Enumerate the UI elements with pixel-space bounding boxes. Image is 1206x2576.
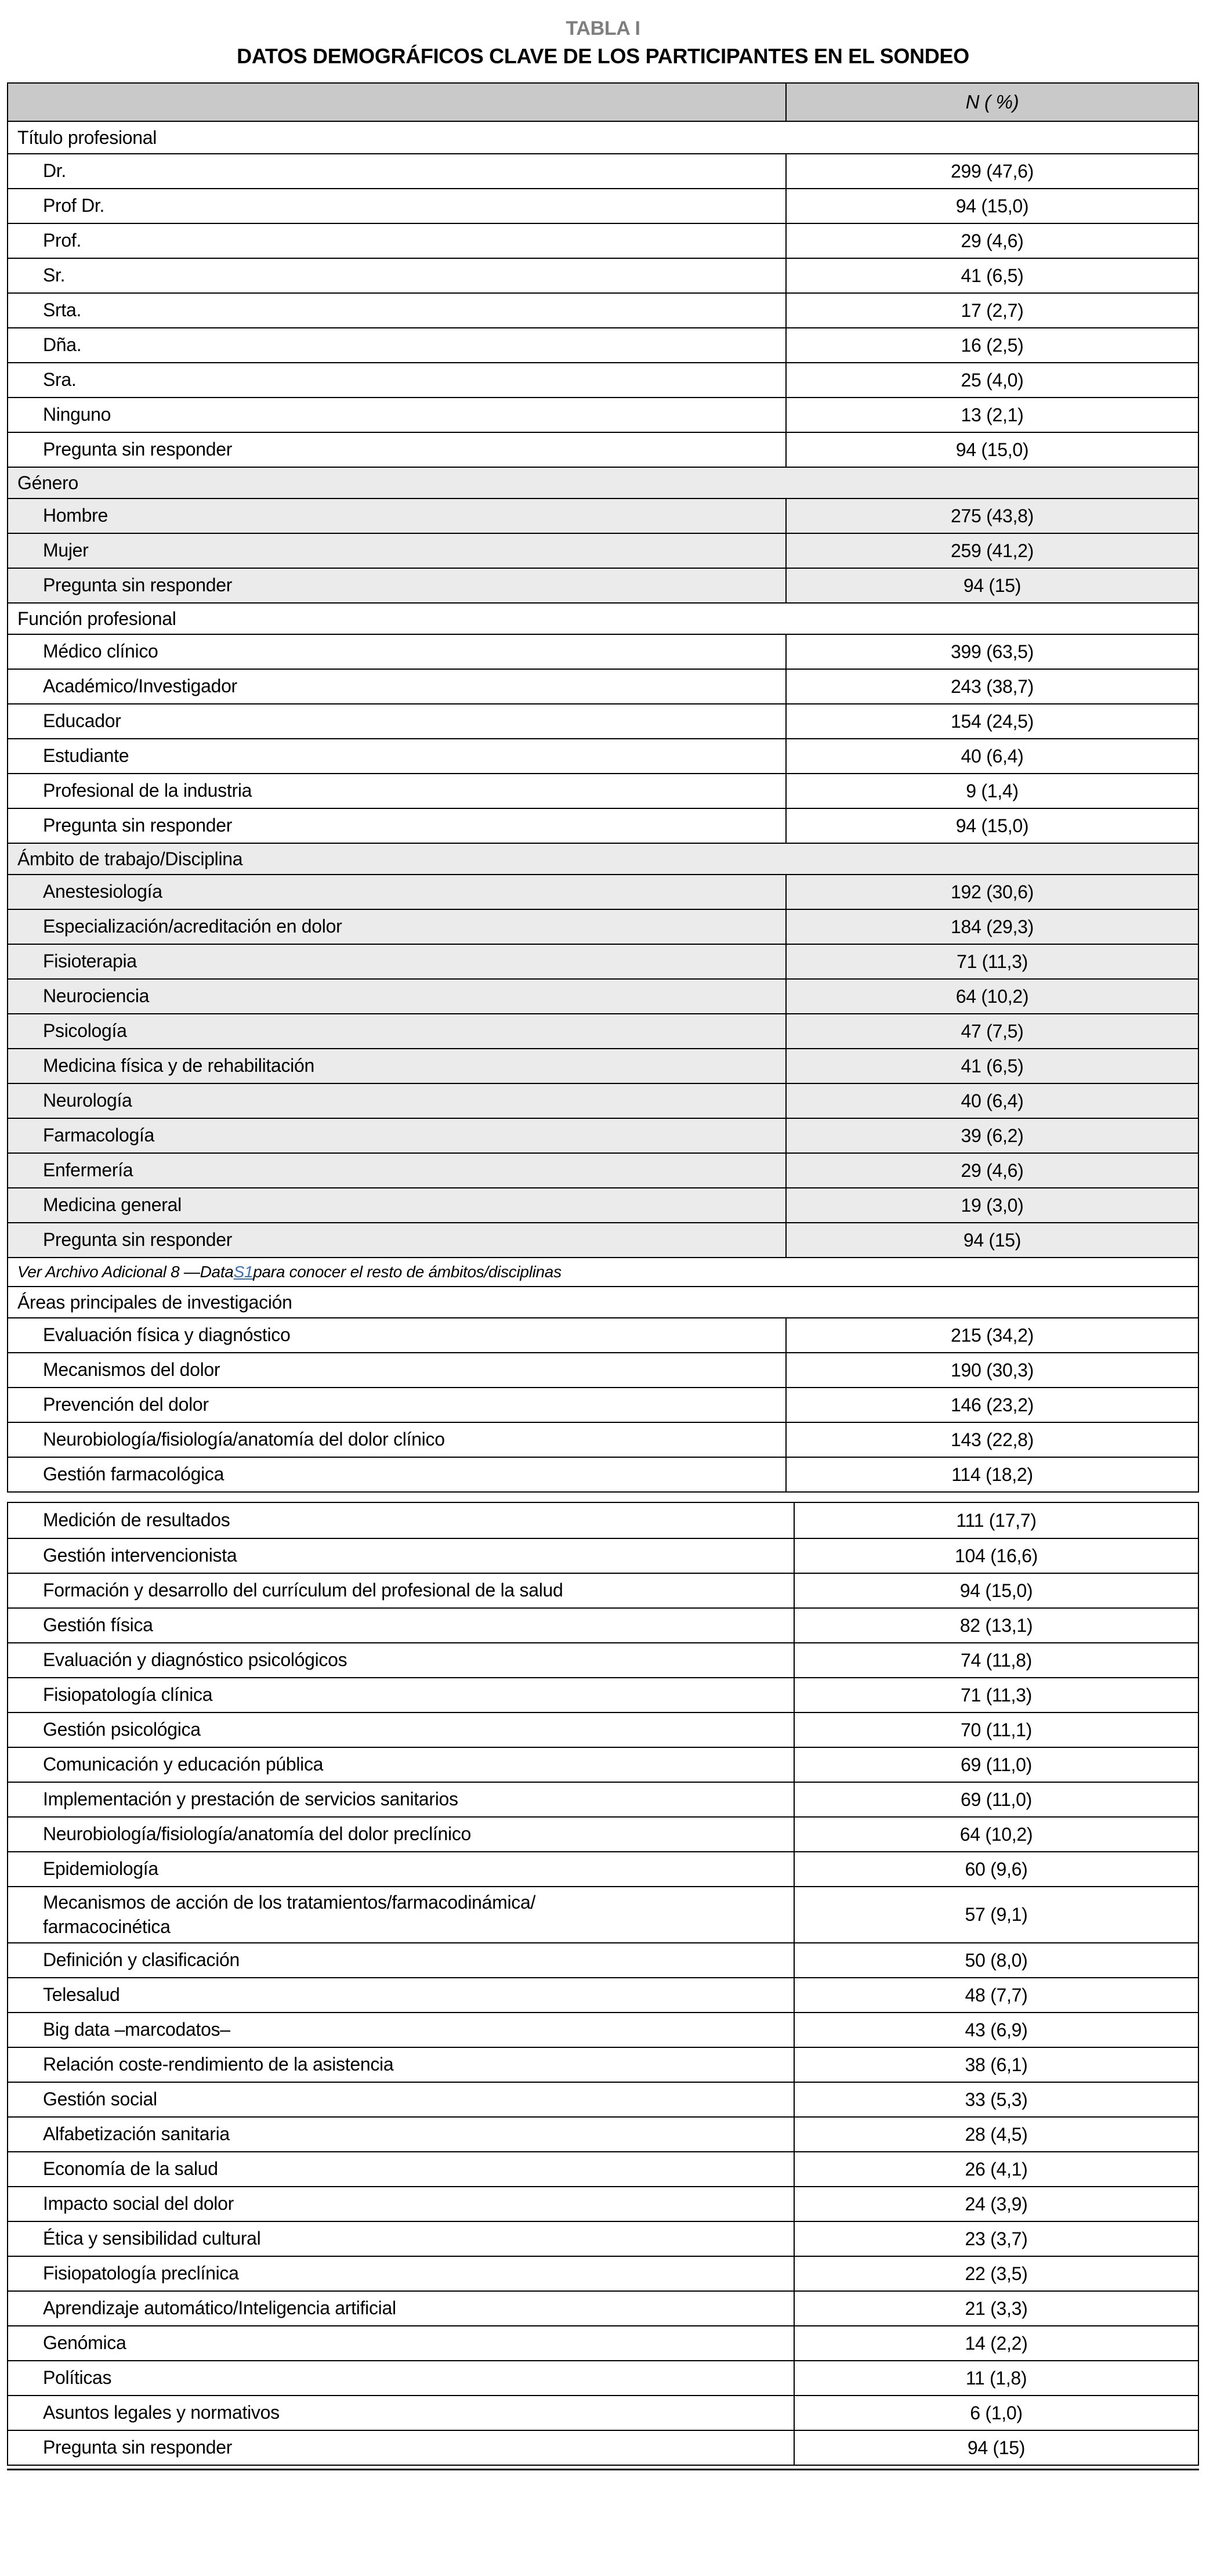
row-value: 26 (4,1)	[794, 2152, 1198, 2186]
table-row	[8, 773, 1198, 808]
row-value: 154 (24,5)	[785, 704, 1198, 738]
row-value: 40 (6,4)	[785, 1084, 1198, 1118]
table-row	[8, 2430, 1198, 2465]
table-row	[8, 944, 1198, 978]
demographics-table-lower	[7, 1502, 1199, 2466]
row-label: Fisioterapia	[43, 951, 137, 972]
table-row	[8, 738, 1198, 773]
table-row	[8, 1222, 1198, 1257]
row-label: Mecanismos de acción de los tratamientos/​farmacodinámica/​farmacocinética	[43, 1892, 536, 1937]
table-row	[8, 1503, 1198, 1538]
row-label: Gestión farmacológica	[43, 1464, 224, 1485]
value-column-header: N ( %)	[785, 84, 1198, 121]
row-label: Comunicación y educación pública	[43, 1754, 324, 1775]
table-row	[8, 1851, 1198, 1886]
row-value: 57 (9,1)	[794, 1887, 1198, 1942]
row-label: Gestión física	[43, 1614, 153, 1636]
table-row	[8, 2360, 1198, 2395]
row-value: 64 (10,2)	[794, 1818, 1198, 1851]
row-label: Fisiopatología preclínica	[43, 2263, 239, 2284]
row-value: 70 (11,1)	[794, 1713, 1198, 1747]
table-row	[8, 2082, 1198, 2116]
row-label: Prof Dr.	[43, 195, 105, 216]
table-row	[8, 1457, 1198, 1491]
row-value: 39 (6,2)	[785, 1119, 1198, 1152]
table-row	[8, 2325, 1198, 2360]
row-label: Economía de la salud	[43, 2158, 218, 2180]
row-value: 40 (6,4)	[785, 739, 1198, 773]
table-row	[8, 2395, 1198, 2430]
row-label: Educador	[43, 710, 121, 732]
row-value: 50 (8,0)	[794, 1943, 1198, 1977]
row-label: Prevención del dolor	[43, 1394, 209, 1415]
row-value: 33 (5,3)	[794, 2083, 1198, 2116]
row-label: Evaluación y diagnóstico psicológicos	[43, 1649, 347, 1671]
row-value: 74 (11,8)	[794, 1643, 1198, 1677]
row-value: 29 (4,6)	[785, 1154, 1198, 1187]
table-row	[8, 1573, 1198, 1607]
row-label: Impacto social del dolor	[43, 2193, 234, 2214]
row-label: Relación coste-rendimiento de la asistencia	[43, 2054, 394, 2075]
row-value: 94 (15)	[785, 569, 1198, 602]
row-value: 94 (15,0)	[785, 433, 1198, 467]
row-label: Estudiante	[43, 745, 129, 767]
table-row	[8, 292, 1198, 327]
table-row	[8, 2012, 1198, 2047]
row-label: Alfabetización sanitaria	[43, 2123, 230, 2145]
row-value: 94 (15,0)	[794, 1574, 1198, 1607]
table-row	[8, 397, 1198, 432]
row-label: Medición de resultados	[43, 1509, 230, 1531]
row-value: 94 (15)	[794, 2431, 1198, 2465]
table-bottom-rule	[7, 2469, 1199, 2470]
row-value: 82 (13,1)	[794, 1609, 1198, 1642]
row-label: Asuntos legales y normativos	[43, 2402, 280, 2423]
table-row	[8, 432, 1198, 467]
row-label: Genómica	[43, 2332, 126, 2354]
row-label: Formación y desarrollo del currículum del profesional de la salud	[43, 1580, 563, 1601]
row-value: 13 (2,1)	[785, 398, 1198, 432]
column-header-row	[8, 84, 1198, 122]
row-label: Ninguno	[43, 404, 111, 425]
row-value: 22 (3,5)	[794, 2257, 1198, 2290]
row-value: 23 (3,7)	[794, 2222, 1198, 2256]
row-value: 25 (4,0)	[785, 363, 1198, 397]
table-row	[8, 2151, 1198, 2186]
row-label: Psicología	[43, 1020, 127, 1042]
row-value: 111 (17,7)	[794, 1503, 1198, 1538]
row-value: 94 (15,0)	[785, 189, 1198, 223]
table-row	[8, 1152, 1198, 1187]
row-value: 399 (63,5)	[785, 635, 1198, 669]
table-row	[8, 1677, 1198, 1712]
row-label: Srta.	[43, 299, 82, 321]
row-value: 71 (11,3)	[794, 1678, 1198, 1712]
row-value: 28 (4,5)	[794, 2118, 1198, 2151]
table-row	[8, 909, 1198, 944]
table-row	[8, 1712, 1198, 1747]
row-label: Pregunta sin responder	[43, 2437, 233, 2458]
row-label: Enfermería	[43, 1159, 133, 1181]
row-label: Evaluación física y diagnóstico	[43, 1324, 291, 1346]
row-label: Gestión intervencionista	[43, 1545, 237, 1566]
row-label: Epidemiología	[43, 1858, 158, 1880]
section-header-row: Áreas principales de investigación	[8, 1286, 1198, 1317]
row-label: Neurobiología/​fisiología/​anatomía del dolor clínico	[43, 1429, 445, 1450]
row-label: Pregunta sin responder	[43, 1229, 233, 1251]
row-value: 21 (3,3)	[794, 2292, 1198, 2325]
row-label: Hombre	[43, 505, 108, 526]
row-value: 38 (6,1)	[794, 2048, 1198, 2082]
row-value: 48 (7,7)	[794, 1978, 1198, 2012]
table-row	[8, 1317, 1198, 1352]
row-value: 11 (1,8)	[794, 2361, 1198, 2395]
row-label: Dña.	[43, 334, 82, 356]
note-text-post: para conocer el resto de ámbitos/disciplinas	[253, 1263, 562, 1281]
page-title: TABLA I	[566, 17, 640, 39]
table-row	[8, 669, 1198, 703]
row-label: Ética y sensibilidad cultural	[43, 2228, 261, 2249]
note-text-pre: Ver Archivo Adicional 8 —Data	[17, 1263, 234, 1281]
row-value: 16 (2,5)	[785, 328, 1198, 362]
row-value: 41 (6,5)	[785, 1049, 1198, 1083]
table-row	[8, 1187, 1198, 1222]
row-value: 94 (15,0)	[785, 809, 1198, 843]
section-header-row: Género	[8, 467, 1198, 498]
table-row	[8, 1013, 1198, 1048]
row-value: 17 (2,7)	[785, 294, 1198, 327]
title-block	[0, 0, 1206, 71]
row-value: 60 (9,6)	[794, 1852, 1198, 1886]
row-label: Gestión psicológica	[43, 1719, 201, 1740]
note-row	[8, 1257, 1198, 1286]
table-row	[8, 188, 1198, 223]
table-row	[8, 703, 1198, 738]
table-row	[8, 2047, 1198, 2082]
table-row	[8, 533, 1198, 568]
table-row	[8, 1538, 1198, 1573]
table-row	[8, 498, 1198, 533]
row-value: 299 (47,6)	[785, 154, 1198, 188]
row-value: 47 (7,5)	[785, 1014, 1198, 1048]
row-label: Neurobiología/​fisiología/​anatomía del dolor preclínico	[43, 1823, 472, 1845]
row-label: Definición y clasificación	[43, 1949, 240, 1971]
table-row	[8, 362, 1198, 397]
row-value: 143 (22,8)	[785, 1423, 1198, 1457]
row-value: 14 (2,2)	[794, 2326, 1198, 2360]
row-value: 24 (3,9)	[794, 2187, 1198, 2221]
table-row	[8, 2256, 1198, 2290]
row-value: 146 (23,2)	[785, 1388, 1198, 1422]
table-row	[8, 874, 1198, 909]
row-value: 114 (18,2)	[785, 1458, 1198, 1491]
table-row	[8, 1422, 1198, 1457]
table-row	[8, 568, 1198, 602]
row-label: Neurociencia	[43, 985, 150, 1007]
table-row	[8, 1782, 1198, 1816]
table-row	[8, 327, 1198, 362]
demographics-table-upper	[7, 82, 1199, 1493]
table-row	[8, 1977, 1198, 2012]
table-row	[8, 1816, 1198, 1851]
row-value: 19 (3,0)	[785, 1188, 1198, 1222]
row-label: Farmacología	[43, 1125, 155, 1146]
row-label: Académico/​Investigador	[43, 675, 237, 697]
page-subtitle: DATOS DEMOGRÁFICOS CLAVE DE LOS PARTICIPANTES EN EL SONDEO	[237, 44, 969, 68]
row-value: 190 (30,3)	[785, 1353, 1198, 1387]
row-label: Gestión social	[43, 2089, 157, 2110]
row-label: Pregunta sin responder	[43, 575, 233, 596]
table-row	[8, 634, 1198, 669]
row-value: 215 (34,2)	[785, 1318, 1198, 1352]
table-row	[8, 1048, 1198, 1083]
table-row	[8, 2290, 1198, 2325]
table-row	[8, 2221, 1198, 2256]
table-row	[8, 978, 1198, 1013]
table-row	[8, 1886, 1198, 1942]
row-label: Prof.	[43, 230, 82, 251]
table-row	[8, 1642, 1198, 1677]
row-value: 94 (15)	[785, 1223, 1198, 1257]
row-label: Mujer	[43, 540, 89, 561]
table-row	[8, 1942, 1198, 1977]
row-value: 9 (1,4)	[785, 774, 1198, 808]
row-value: 64 (10,2)	[785, 980, 1198, 1013]
row-label: Mecanismos del dolor	[43, 1359, 220, 1381]
row-label: Pregunta sin responder	[43, 815, 233, 836]
row-value: 71 (11,3)	[785, 945, 1198, 978]
row-value: 6 (1,0)	[794, 2396, 1198, 2430]
row-label: Medicina general	[43, 1194, 182, 1216]
row-label: Sr.	[43, 265, 66, 286]
row-value: 69 (11,0)	[794, 1783, 1198, 1816]
empty-header-cell	[8, 84, 785, 121]
supplementary-link[interactable]: S1	[233, 1263, 253, 1281]
row-value: 192 (30,6)	[785, 875, 1198, 909]
row-value: 275 (43,8)	[785, 499, 1198, 533]
table-row	[8, 223, 1198, 258]
row-label: Neurología	[43, 1090, 132, 1111]
row-label: Anestesiología	[43, 881, 162, 902]
row-label: Fisiopatología clínica	[43, 1684, 213, 1706]
section-header-row: Función profesional	[8, 602, 1198, 634]
table-row	[8, 1747, 1198, 1782]
table-row	[8, 1118, 1198, 1152]
row-value: 41 (6,5)	[785, 259, 1198, 292]
table-row	[8, 1387, 1198, 1422]
row-value: 29 (4,6)	[785, 224, 1198, 258]
row-label: Implementación y prestación de servicios sanitarios	[43, 1789, 458, 1810]
section-header-row: Ámbito de trabajo/​Disciplina	[8, 843, 1198, 874]
table-row	[8, 1083, 1198, 1118]
row-label: Sra.	[43, 369, 77, 391]
table-row	[8, 1352, 1198, 1387]
row-label: Especialización/​acreditación en dolor	[43, 916, 342, 937]
table-row	[8, 2116, 1198, 2151]
section-header-row: Título profesional	[8, 122, 1198, 153]
row-value: 104 (16,6)	[794, 1539, 1198, 1573]
row-label: Aprendizaje automático/​Inteligencia artificial	[43, 2297, 396, 2319]
row-value: 243 (38,7)	[785, 670, 1198, 703]
row-value: 184 (29,3)	[785, 910, 1198, 944]
row-label: Big data –marcodatos–	[43, 2019, 230, 2040]
row-value: 69 (11,0)	[794, 1748, 1198, 1782]
row-value: 43 (6,9)	[794, 2013, 1198, 2047]
table-row	[8, 258, 1198, 292]
row-label: Médico clínico	[43, 641, 158, 662]
row-label: Medicina física y de rehabilitación	[43, 1055, 314, 1076]
row-label: Pregunta sin responder	[43, 439, 233, 460]
row-label: Telesalud	[43, 1984, 120, 2006]
row-label: Dr.	[43, 160, 66, 182]
row-label: Políticas	[43, 2367, 112, 2389]
table-row	[8, 808, 1198, 843]
row-value: 259 (41,2)	[785, 534, 1198, 568]
table-row	[8, 1607, 1198, 1642]
table-row	[8, 2186, 1198, 2221]
table-row	[8, 153, 1198, 188]
row-label: Profesional de la industria	[43, 780, 252, 801]
